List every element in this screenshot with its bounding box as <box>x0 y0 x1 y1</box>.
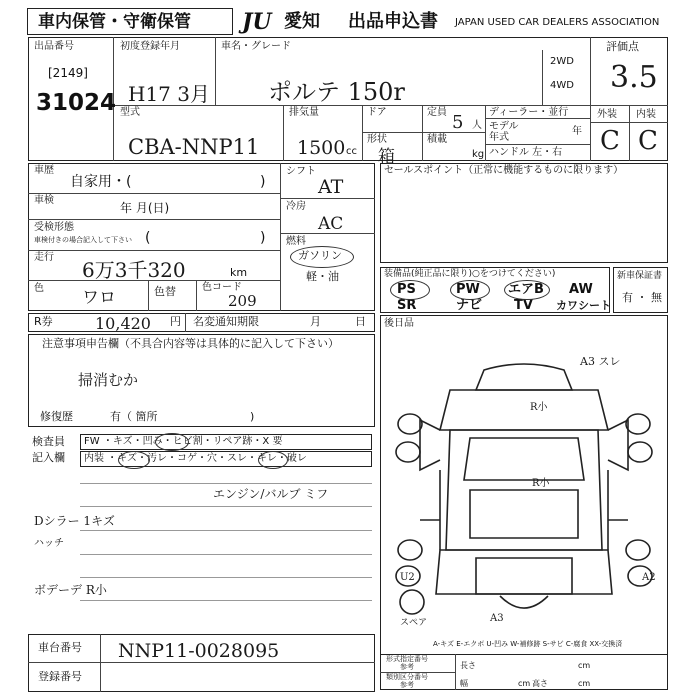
door-label: ドア <box>367 107 387 118</box>
lot-bracket-number: [2149] <box>48 66 88 80</box>
equip-ps-circle <box>390 280 430 300</box>
diagram-annot-left: U2 <box>400 572 415 583</box>
spare-tire <box>400 590 424 614</box>
shape-value: 箱 <box>378 147 395 167</box>
shift-value: AT <box>318 176 344 198</box>
fuel-diesel: 軽・油 <box>306 270 339 283</box>
model-label: 型式 <box>120 107 140 118</box>
warranty-label: 新車保証書 <box>617 271 663 281</box>
shape-label: 形状 <box>367 134 387 145</box>
chassis-value: NNP11-0028095 <box>118 640 280 662</box>
ac-label: 冷房 <box>286 201 306 212</box>
handle-label: ハンドル 左・右 <box>489 147 563 158</box>
fuel-gasoline: ガソリン <box>298 249 342 262</box>
association-name: JAPAN USED CAR DEALERS ASSOCIATION <box>455 17 660 28</box>
name-grade-value: ポルテ 150r <box>268 78 405 106</box>
ju-logo: JU <box>242 9 272 35</box>
damage-code-legend: A-キズ E-エクボ U-凹み W-補修跡 S-サビ C-腐食 XX-交換済 <box>433 640 623 648</box>
capacity-value: 5 <box>452 112 464 133</box>
r-ticket-value: 10,420 <box>95 314 151 333</box>
capacity-unit: 人 <box>472 120 482 131</box>
sales-points-section <box>380 163 668 263</box>
rating-value: 3.5 <box>610 60 658 95</box>
equip-tv: TV <box>514 298 533 313</box>
inspector-label-1: 検査員 <box>32 435 65 448</box>
notes-label: 注意事項申告欄（不具合内容等は具体的に記入して下さい） <box>42 337 339 350</box>
storage-label: 車内保管・守衛保管 <box>38 12 191 32</box>
repaint-label: 色替 <box>154 285 176 298</box>
width-unit: cm <box>518 679 531 688</box>
receipt-label: 受検形態 <box>34 222 74 233</box>
equipment-label: 装備品(純正品に限り)○をつけてください) <box>384 269 556 279</box>
recycle-month: 月 <box>310 315 321 328</box>
class-sub: 参考 <box>400 681 414 689</box>
spare-label: スペア <box>400 618 428 628</box>
format-label: 形式指定番号 <box>386 655 428 663</box>
inspector-handwritten-3: ハッチ <box>34 538 64 549</box>
inspector-handwritten-1: エンジン/バルブ ミフ <box>213 487 329 501</box>
equip-ps: PS <box>397 282 416 297</box>
height-unit: cm <box>578 679 591 688</box>
form-title: 出品申込書 <box>348 11 438 32</box>
drive-4wd: 4WD <box>550 80 574 91</box>
recycle-label: 名変通知期限 <box>193 315 259 328</box>
equip-airbag-circle <box>504 280 550 300</box>
diagram-annot-top: A3 スレ <box>580 355 621 368</box>
sales-points-label: セールスポイント（正常に機能するものに限ります） <box>384 165 624 176</box>
history-value: 自家用・( <box>70 174 132 190</box>
repair-value: 有（ 箇所 <box>110 410 158 423</box>
history-label: 車歴 <box>34 165 54 176</box>
shift-label: シフト <box>286 166 316 177</box>
displacement-unit: cc <box>346 146 357 157</box>
exterior-value: C <box>600 126 620 156</box>
history-paren-close: ) <box>260 174 266 190</box>
ac-value: AC <box>318 214 344 234</box>
wheel-front-left <box>398 414 422 434</box>
inspection-label: 車検 <box>34 195 54 206</box>
load-label: 積載 <box>427 134 447 145</box>
equip-pw: PW <box>456 282 480 297</box>
first-reg-value: H17 3月 <box>128 82 210 106</box>
interior-label: 内装 <box>636 109 656 120</box>
color-label: 色 <box>34 283 44 294</box>
load-unit: kg <box>472 149 485 160</box>
mileage-unit: km <box>230 266 248 279</box>
inspector-handwritten-4: ボデーデ R小 <box>34 583 107 597</box>
inspector-label-2: 記入欄 <box>32 451 65 464</box>
equip-leather-seat: カワシート <box>556 299 611 312</box>
diagram-annot-roof: R小 <box>530 402 548 413</box>
r-ticket-label: R券 <box>34 315 53 328</box>
color-code-value: 209 <box>228 292 257 310</box>
car-damage-diagram <box>380 330 668 640</box>
capacity-label: 定員 <box>427 107 447 118</box>
inspector-handwritten-2: Dシラー 1キズ <box>34 514 115 528</box>
wheel-rear-right <box>626 540 650 560</box>
notes-handwritten: 掃消むか <box>78 371 139 389</box>
width-label: 幅 <box>460 679 468 688</box>
mileage-value: 6万3千320 <box>82 258 186 282</box>
reg-number-label: 登録番号 <box>38 670 82 683</box>
first-reg-label: 初度登録年月 <box>120 41 180 52</box>
equip-navi: ナビ <box>456 298 483 313</box>
format-sub: 参考 <box>400 663 414 671</box>
exterior-label: 外装 <box>597 109 617 120</box>
receipt-paren-open: ( <box>145 230 151 246</box>
org-name: 愛知 <box>284 11 320 32</box>
warranty-yes-no: 有 ・ 無 <box>622 291 662 304</box>
r-ticket-unit: 円 <box>170 315 181 328</box>
wheel-rear-left <box>398 540 422 560</box>
dealer-label: ディーラー・並行 <box>489 107 569 118</box>
length-label: 長さ <box>460 661 476 670</box>
rear-label: 後日品 <box>384 318 414 329</box>
wheel-mid-left <box>396 442 420 462</box>
wheel-front-right <box>626 414 650 434</box>
recycle-day: 日 <box>355 315 366 328</box>
color-value: ワロ <box>82 288 116 308</box>
inspector-row2-text: 内装 ・キズ・汚レ・コゲ・穴・スレ・キレ・破レ <box>84 453 307 464</box>
model-year-unit: 年 <box>572 126 582 137</box>
fuel-label: 燃料 <box>286 236 306 247</box>
class-label: 類別区分番号 <box>386 673 428 681</box>
name-grade-label: 車名・グレード <box>221 41 291 52</box>
model-year-sub: 年式 <box>489 132 509 143</box>
wear-circle-mark <box>258 451 288 469</box>
diagram-annot-bottom: A3 <box>490 613 504 624</box>
lot-label: 出品番号 <box>34 41 74 52</box>
mileage-label: 走行 <box>34 252 54 263</box>
displacement-label: 排気量 <box>289 107 319 118</box>
equip-aw: AW <box>569 282 593 297</box>
receipt-sub: 車検付きの場合記入して下さい <box>34 236 132 244</box>
repair-label: 修復歴 <box>40 410 73 423</box>
interior-value: C <box>638 126 658 156</box>
rating-label: 評価点 <box>606 40 639 53</box>
equip-sr: SR <box>397 298 417 313</box>
scratch-circle-mark <box>118 451 150 469</box>
equip-airbag: エアB <box>508 282 544 297</box>
diagram-annot-right: A2 <box>642 572 656 583</box>
color-code-label: 色コード <box>202 282 242 293</box>
equip-pw-circle <box>450 280 490 300</box>
wheel-mid-right <box>628 442 652 462</box>
height-label: 高さ <box>532 679 548 688</box>
length-unit: cm <box>578 661 591 670</box>
drive-2wd: 2WD <box>550 56 574 67</box>
inspector-row1-text: FW ・キズ・凹み・ヒビ割・リペア跡・X 要 <box>84 436 283 447</box>
dent-circle-mark <box>155 433 189 451</box>
inspection-value: 年 月(日) <box>120 201 170 215</box>
model-year-label: モデル <box>489 121 519 132</box>
displacement-value: 1500 <box>297 137 346 159</box>
model-value: CBA-NNP11 <box>128 135 260 159</box>
receipt-paren-close: ) <box>260 230 266 246</box>
lot-number: 31024 <box>36 90 117 116</box>
chassis-label: 車台番号 <box>38 641 82 654</box>
repair-paren-close: ) <box>250 410 255 423</box>
diagram-annot-body: R小 <box>532 478 550 489</box>
